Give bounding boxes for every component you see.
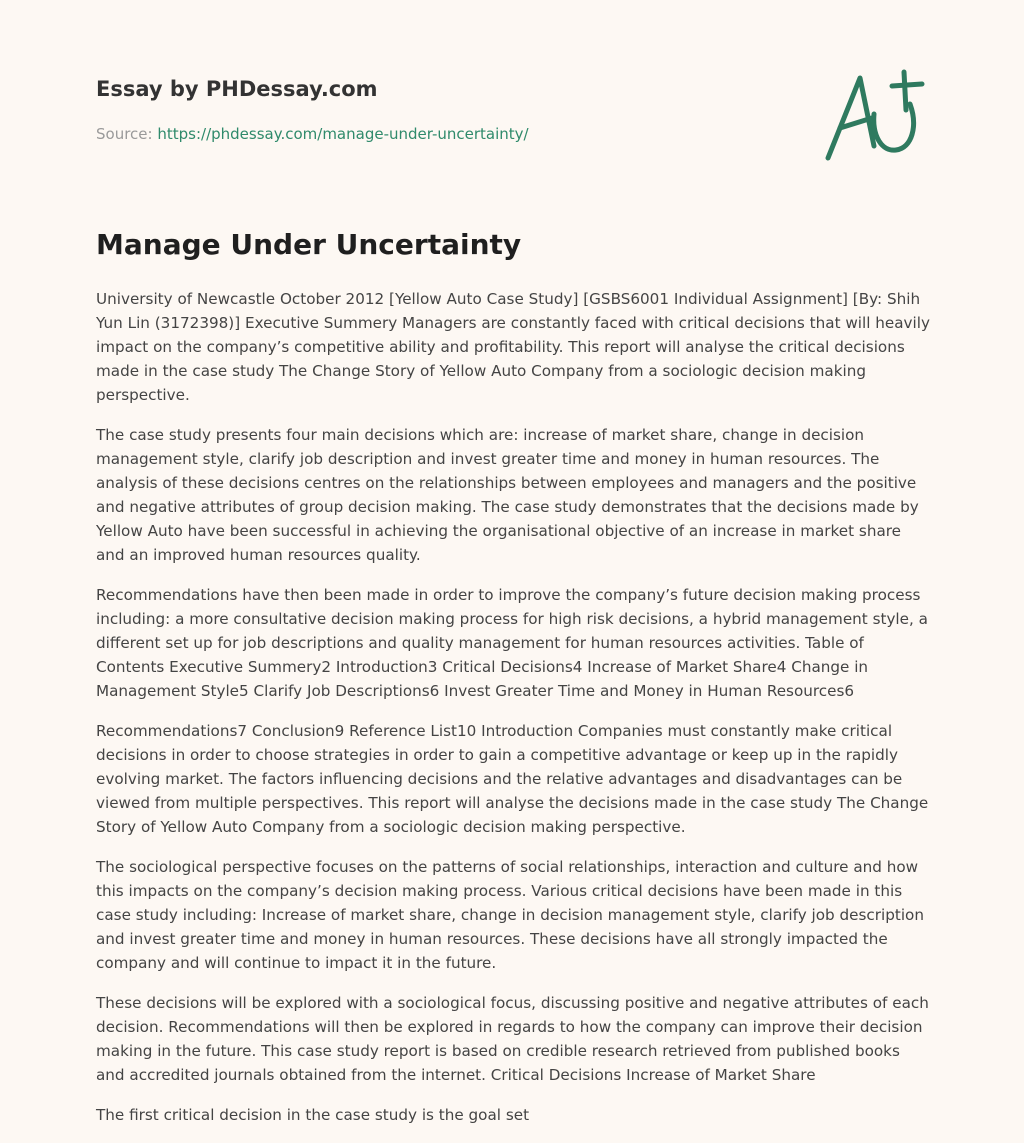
article-paragraph: The sociological perspective focuses on the patterns of social relationships, interaction and culture and how this impacts on the company’s decision making process. Various critical decisions have been made in this case study including: Increase of market share, change in decision management style, clarify job description and invest greater time and money in human resources. These decisions have all strongly impacted the company and will continue to impact it in the future. <box>96 858 924 972</box>
article-paragraph: These decisions will be explored with a sociological focus, discussing positive and negative attributes of each decision. Recommendations will then be explored in regards to how the company can improve their decision making in the future. This case study report is based on credible research retrieved from published books and accredited journals obtained from the internet. Critical Decisions Increase of Market Share <box>96 994 929 1084</box>
article-title: Manage Under Uncertainty <box>96 228 522 261</box>
source-label: Source: <box>96 125 153 143</box>
article-paragraph: Recommendations7 Conclusion9 Reference List10 Introduction Companies must constantly make critical decisions in order to choose strategies in order to gain a competitive advantage or keep up in the rapidly evolving market. The factors influencing decisions and the relative advantages and disadvantages can be viewed from multiple perspectives. This report will analyse the decisions made in the case study The Change Story of Yellow Auto Company from a sociologic decision making perspective. <box>96 722 929 836</box>
source-line <box>96 124 796 144</box>
brand-title: Essay by PHDessay.com <box>96 77 378 101</box>
source-link[interactable]: https://phdessay.com/manage-under-uncertainty/ <box>157 125 529 143</box>
page-header <box>96 74 796 144</box>
a-plus-logo-icon <box>818 66 930 166</box>
article <box>96 226 932 1143</box>
a-plus-logo-svg <box>818 66 930 166</box>
article-paragraph: The case study presents four main decisions which are: increase of market share, change in decision management style, clarify job description and invest greater time and money in human resources. The analysis of these decisions centres on the relationships between employees and managers and the positive and negative attributes of group decision making. The case study demonstrates that the decisions made by Yellow Auto have been successful in achieving the organisational objective of an increase in market share and an improved human resources quality. <box>96 426 919 564</box>
article-paragraph: The first critical decision in the case study is the goal set <box>96 1106 530 1124</box>
article-paragraph: University of Newcastle October 2012 [Yellow Auto Case Study] [GSBS6001 Individual Assignment] [By: Shih Yun Lin (3172398)] Executive Summery Managers are constantly faced with critical decisions that will heavily impact on the company’s competitive ability and profitability. This report will analyse the critical decisions made in the case study The Change Story of Yellow Auto Company from a sociologic decision making perspective. <box>96 290 930 404</box>
article-paragraph: Recommendations have then been made in order to improve the company’s future decision making process including: a more consultative decision making process for high risk decisions, a hybrid management style, a different set up for job descriptions and quality management for human resources activities. Table of Contents Executive Summery2 Introduction3 Critical Decisions4 Increase of Market Share4 Change in Management Style5 Clarify Job Descriptions6 Invest Greater Time and Money in Human Resources6 <box>96 586 928 700</box>
